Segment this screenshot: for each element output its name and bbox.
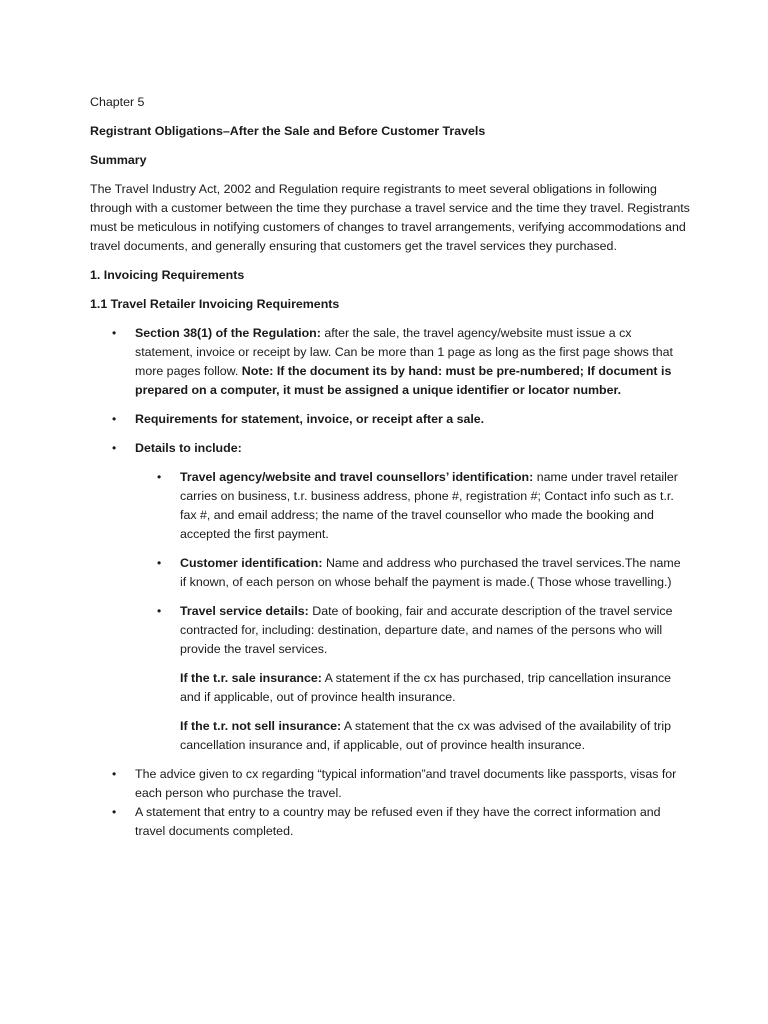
- details-list: [135, 468, 690, 755]
- list-item-entry-refusal: [90, 803, 690, 841]
- item-text: A statement if the cx has purchased, trip cancellation insurance and if applicable, out of province health insurance.: [180, 671, 672, 704]
- list-item-customer-identification: [135, 554, 690, 592]
- item-lead: Travel service details:: [180, 604, 309, 618]
- bullet-icon: •: [112, 412, 117, 426]
- item-text: Date of booking, fair and accurate description of the travel service contracted for, including: destination, departure date, and names of the persons who will provide the travel services.: [180, 604, 673, 656]
- list-item-service-details: [135, 602, 690, 755]
- item-lead: Section 38(1) of the Regulation:: [135, 326, 321, 340]
- item-text: A statement that entry to a country may be refused even if they have the correct information and travel documents completed.: [135, 805, 661, 838]
- item-text: Details to include:: [135, 441, 242, 455]
- chapter-title: Registrant Obligations–After the Sale and Before Customer Travels: [90, 124, 486, 138]
- item-lead: If the t.r. sale insurance:: [180, 671, 322, 685]
- chapter-label: Chapter 5: [90, 95, 145, 109]
- item-text: The advice given to cx regarding “typical information”and travel documents like passports, visas for each person who purchase the travel.: [135, 767, 677, 800]
- requirements-list: [90, 324, 690, 841]
- item-text: A statement that the cx was advised of the availability of trip cancellation insurance and, if applicable, out of province health insurance.: [180, 719, 672, 752]
- item-lead: If the t.r. not sell insurance:: [180, 719, 342, 733]
- insurance-sold-paragraph: [180, 669, 690, 707]
- list-item-advice: [90, 765, 690, 803]
- item-text: Requirements for statement, invoice, or receipt after a sale.: [135, 412, 485, 426]
- bullet-icon: •: [112, 767, 117, 781]
- summary-paragraph: The Travel Industry Act, 2002 and Regulation require registrants to meet several obligations in following through with a customer between the time they purchase a travel service and the time they travel. Registrants must be meticulous in notifying customers of changes to travel arrangements, verifying accommodations and travel documents, and generally ensuring that customers get the travel services they purchased.: [90, 182, 690, 253]
- item-lead: Customer identification:: [180, 556, 323, 570]
- summary-heading: Summary: [90, 153, 147, 167]
- item-note: Note: If the document its by hand: must be pre-numbered; If document is prepared on a computer, it must be assigned a unique identifier or locator number.: [135, 364, 672, 397]
- document-page: [90, 93, 690, 841]
- list-item-details: [90, 439, 690, 755]
- subsection-heading-retailer: 1.1 Travel Retailer Invoicing Requirements: [90, 297, 340, 311]
- bullet-icon: •: [112, 441, 117, 455]
- bullet-icon: •: [157, 604, 162, 618]
- bullet-icon: •: [157, 556, 162, 570]
- item-lead: Travel agency/website and travel counsellors’ identification:: [180, 470, 534, 484]
- item-text: after the sale, the travel agency/website must issue a cx statement, invoice or receipt by law. Can be more than 1 page as long as the first page shows that more pages follow.: [135, 326, 673, 378]
- bullet-icon: •: [157, 470, 162, 484]
- section-heading-invoicing: 1. Invoicing Requirements: [90, 268, 245, 282]
- bullet-icon: •: [112, 805, 117, 819]
- item-text: name under travel retailer carries on business, t.r. business address, phone #, registration #; Contact info such as t.r. fax #, and email address; the name of the travel counsellor who made the booking and accepted the first payment.: [180, 470, 678, 541]
- insurance-not-sold-paragraph: [180, 717, 690, 755]
- list-item-section-38: [90, 324, 690, 400]
- item-text: Name and address who purchased the travel services.The name if known, of each person on whose behalf the payment is made.( Those whose travelling.): [180, 556, 681, 589]
- list-item-requirements: [90, 410, 690, 429]
- list-item-agency-identification: [135, 468, 690, 544]
- bullet-icon: •: [112, 326, 117, 340]
